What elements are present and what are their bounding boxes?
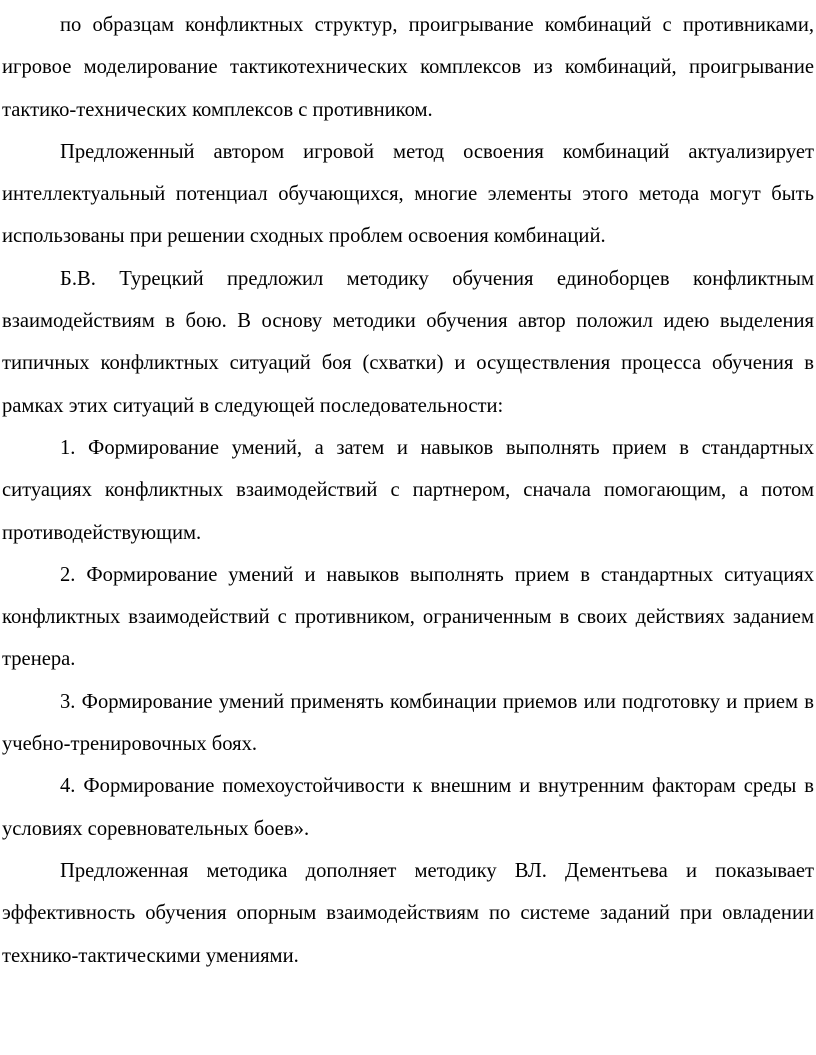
list-item-3: 3. Формирование умений применять комбинации приемов или подготовку и прием в учебно-тренировочных боях.: [2, 690, 814, 756]
paragraph-conclusion: Предложенная методика дополняет методику ВЛ. Дементьева и показывает эффективность обучения опорным взаимодействиям по системе заданий при овладении технико-тактическими умениями.: [2, 859, 814, 967]
list-item-2: 2. Формирование умений и навыков выполнять прием в стандартных ситуациях конфликтных взаимодействий с противником, ограниченным в своих действиях заданием тренера.: [2, 563, 814, 671]
list-item-1: 1. Формирование умений, а затем и навыков выполнять прием в стандартных ситуациях конфликтных взаимодействий с партнером, сначала помогающим, а потом противодействующим.: [2, 436, 814, 544]
list-item-4: 4. Формирование помехоустойчивости к внешним и внутренним факторам среды в условиях соревновательных боев».: [2, 775, 814, 840]
paragraph-continuation: по образцам конфликтных структур, проигрывание комбинаций с противниками, игровое моделирование тактикотехнических комплексов из комбинаций, проигрывание тактико-технических комплексов с противником.: [2, 14, 814, 121]
paragraph-turetsky-method: Б.В. Турецкий предложил методику обучения единоборцев конфликтным взаимодействиям в бою. В основу методики обучения автор положил идею выделения типичных конфликтных ситуаций боя (схватки) и осуществления процесса обучения в рамках этих ситуаций в следующей последовательности:: [2, 267, 814, 417]
paragraph-game-method: Предложенный автором игровой метод освоения комбинаций актуализирует интеллектуальный потенциал обучающихся, многие элементы этого метода могут быть использованы при решении сходных проблем освоения комбинаций.: [2, 140, 814, 248]
